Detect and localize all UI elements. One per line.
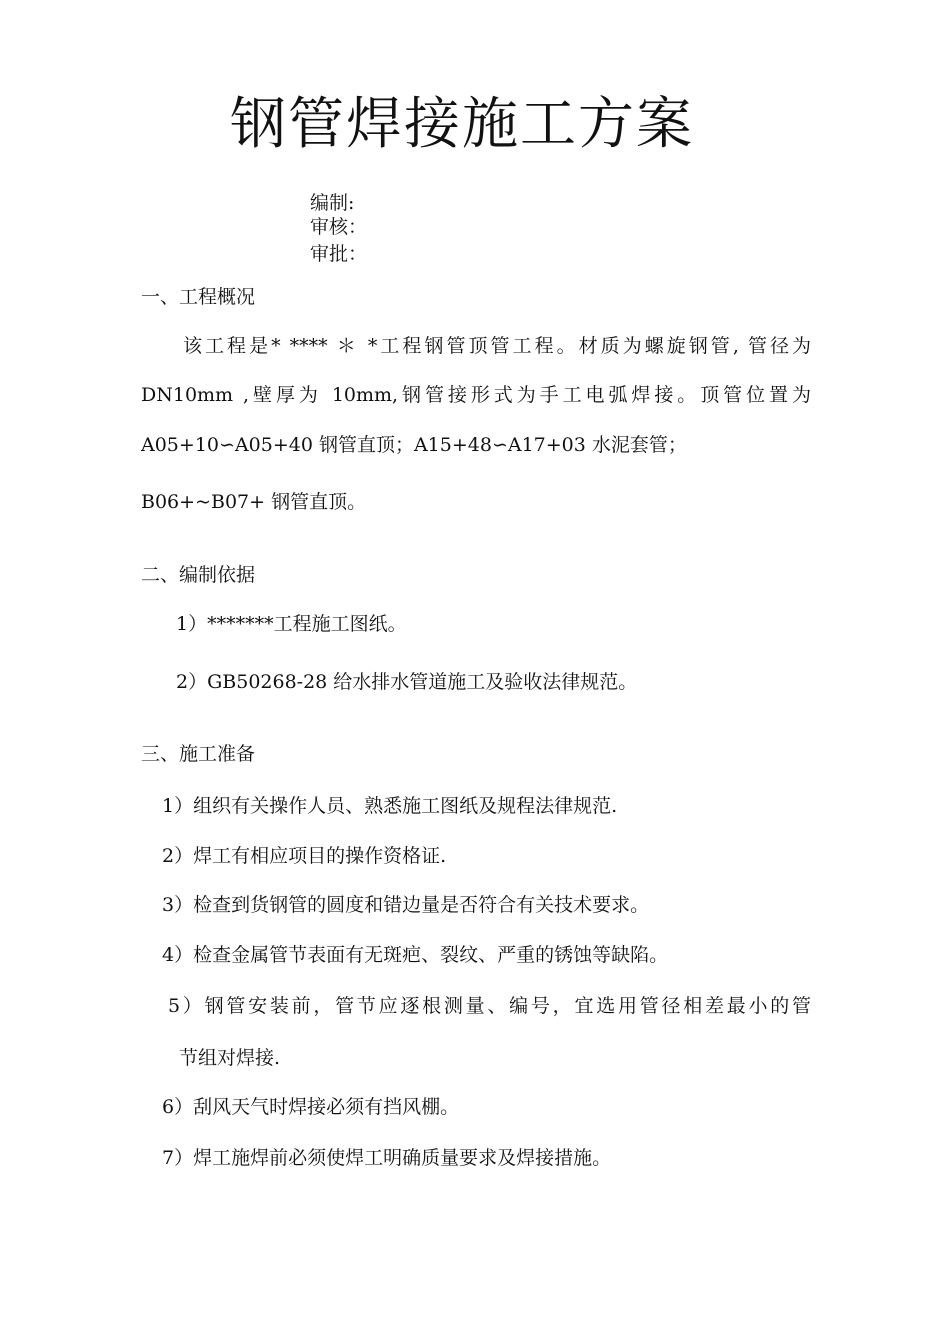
reviewer-label: 审核： bbox=[310, 216, 368, 238]
basis-item-1: 1）*******工程施工图纸。 bbox=[176, 613, 407, 635]
prep-item-4: 4）检查金属管节表面有无斑疤、裂纹、严重的锈蚀等缺陷。 bbox=[162, 944, 669, 966]
section-heading-preparation: 三、施工准备 bbox=[141, 743, 256, 765]
section-heading-overview: 一、工程概况 bbox=[141, 286, 256, 308]
overview-line-1: 该工程是* **** ＊ *工程钢管顶管工程。材质为螺旋钢管, 管径为 bbox=[183, 335, 811, 357]
compiler-label: 编制: bbox=[310, 192, 355, 214]
prep-item-5-continued: 节组对焊接. bbox=[179, 1047, 281, 1069]
approver-label: 审批： bbox=[310, 243, 368, 265]
prep-item-6: 6）刮风天气时焊接必须有挡风棚。 bbox=[162, 1096, 460, 1118]
prep-item-3: 3）检查到货钢管的圆度和错边量是否符合有关技术要求。 bbox=[162, 894, 650, 916]
prep-item-2: 2）焊工有相应项目的操作资格证. bbox=[162, 845, 447, 867]
overview-line-3: A05+10∽A05+40 钢管直顶；A15+48∽A17+03 水泥套管； bbox=[141, 434, 687, 456]
prep-item-7: 7）焊工施焊前必须使焊工明确质量要求及焊接措施。 bbox=[162, 1147, 612, 1169]
prep-item-5: 5）钢管安装前，管节应逐根测量、编号，宜选用管径相差最小的管 bbox=[168, 995, 811, 1017]
overview-line-2: DN10mm ,壁厚为 10mm,钢管接形式为手工电弧焊接。顶管位置为 bbox=[141, 384, 811, 406]
overview-line-4: B06+~B07+ 钢管直顶。 bbox=[141, 491, 367, 513]
basis-item-2: 2）GB50268-28 给水排水管道施工及验收法律规范。 bbox=[176, 671, 638, 693]
document-title: 钢管焊接施工方案 bbox=[230, 92, 694, 157]
section-heading-basis: 二、编制依据 bbox=[141, 564, 256, 586]
prep-item-1: 1）组织有关操作人员、熟悉施工图纸及规程法律规范. bbox=[162, 795, 618, 817]
